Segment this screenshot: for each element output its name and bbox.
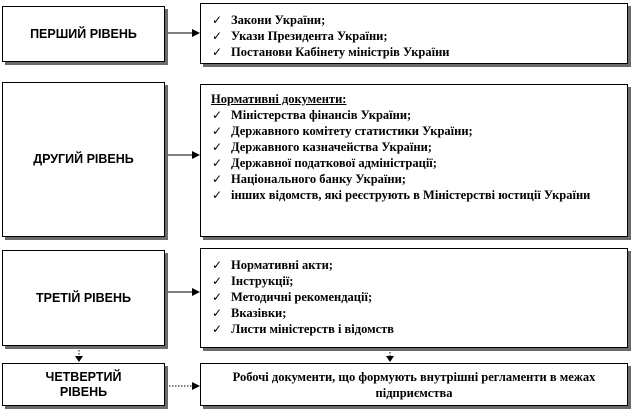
check-icon: ✓ bbox=[211, 306, 223, 320]
level-3-list bbox=[209, 257, 621, 337]
list-item: ✓ Державного казначейства України; bbox=[209, 139, 621, 155]
list-item: ✓ Державної податкової адміністрації; bbox=[209, 155, 621, 171]
level-4-label: ЧЕТВЕРТИЙ РІВЕНЬ bbox=[45, 369, 122, 399]
check-icon: ✓ bbox=[211, 188, 223, 202]
level-3-box bbox=[2, 250, 165, 346]
list-item: ✓ Листи міністерств і відомств bbox=[209, 321, 621, 337]
check-icon: ✓ bbox=[211, 29, 223, 43]
level-2-heading: Нормативні документи: bbox=[211, 92, 347, 106]
level-4-text-box bbox=[200, 363, 628, 406]
level-2-list bbox=[209, 107, 621, 203]
list-item: ✓ Закони України; bbox=[209, 12, 621, 28]
level-2-list-box bbox=[200, 84, 628, 237]
level-1-label: ПЕРШИЙ РІВЕНЬ bbox=[30, 26, 137, 41]
list-item: ✓ Методичні рекомендації; bbox=[209, 289, 621, 305]
check-icon: ✓ bbox=[211, 156, 223, 170]
level-2-label: ДРУГИЙ РІВЕНЬ bbox=[33, 152, 134, 166]
level-1-box bbox=[2, 6, 165, 62]
list-item: ✓ інших відомств, які реєструють в Міністерстві юстиції України bbox=[209, 187, 621, 203]
list-item: ✓ Постанови Кабінету міністрів України bbox=[209, 44, 621, 60]
level-4-box bbox=[2, 363, 165, 406]
check-icon: ✓ bbox=[211, 290, 223, 304]
list-item: ✓ Національного банку України; bbox=[209, 171, 621, 187]
level-1-list bbox=[209, 12, 621, 60]
check-icon: ✓ bbox=[211, 45, 223, 59]
list-item: ✓ Нормативні акти; bbox=[209, 257, 621, 273]
check-icon: ✓ bbox=[211, 124, 223, 138]
check-icon: ✓ bbox=[211, 172, 223, 186]
check-icon: ✓ bbox=[211, 108, 223, 122]
list-item: ✓ Вказівки; bbox=[209, 305, 621, 321]
level-3-list-box bbox=[200, 248, 628, 348]
list-item: ✓ Інструкції; bbox=[209, 273, 621, 289]
list-item: ✓ Укази Президента України; bbox=[209, 28, 621, 44]
level-2-box bbox=[2, 82, 165, 237]
check-icon: ✓ bbox=[211, 322, 223, 336]
level-4-text: Робочі документи, що формують внутрішні регламенти в межах підприємства bbox=[232, 369, 596, 400]
check-icon: ✓ bbox=[211, 140, 223, 154]
level-3-label: ТРЕТІЙ РІВЕНЬ bbox=[35, 290, 132, 305]
check-icon: ✓ bbox=[211, 13, 223, 27]
list-item: ✓ Міністерства фінансів України; bbox=[209, 107, 621, 123]
list-item: ✓ Державного комітету статистики України; bbox=[209, 123, 621, 139]
check-icon: ✓ bbox=[211, 258, 223, 272]
check-icon: ✓ bbox=[211, 274, 223, 288]
level-1-list-box bbox=[200, 3, 628, 64]
down-arrow-right bbox=[386, 356, 394, 362]
down-arrow-left bbox=[75, 356, 83, 362]
